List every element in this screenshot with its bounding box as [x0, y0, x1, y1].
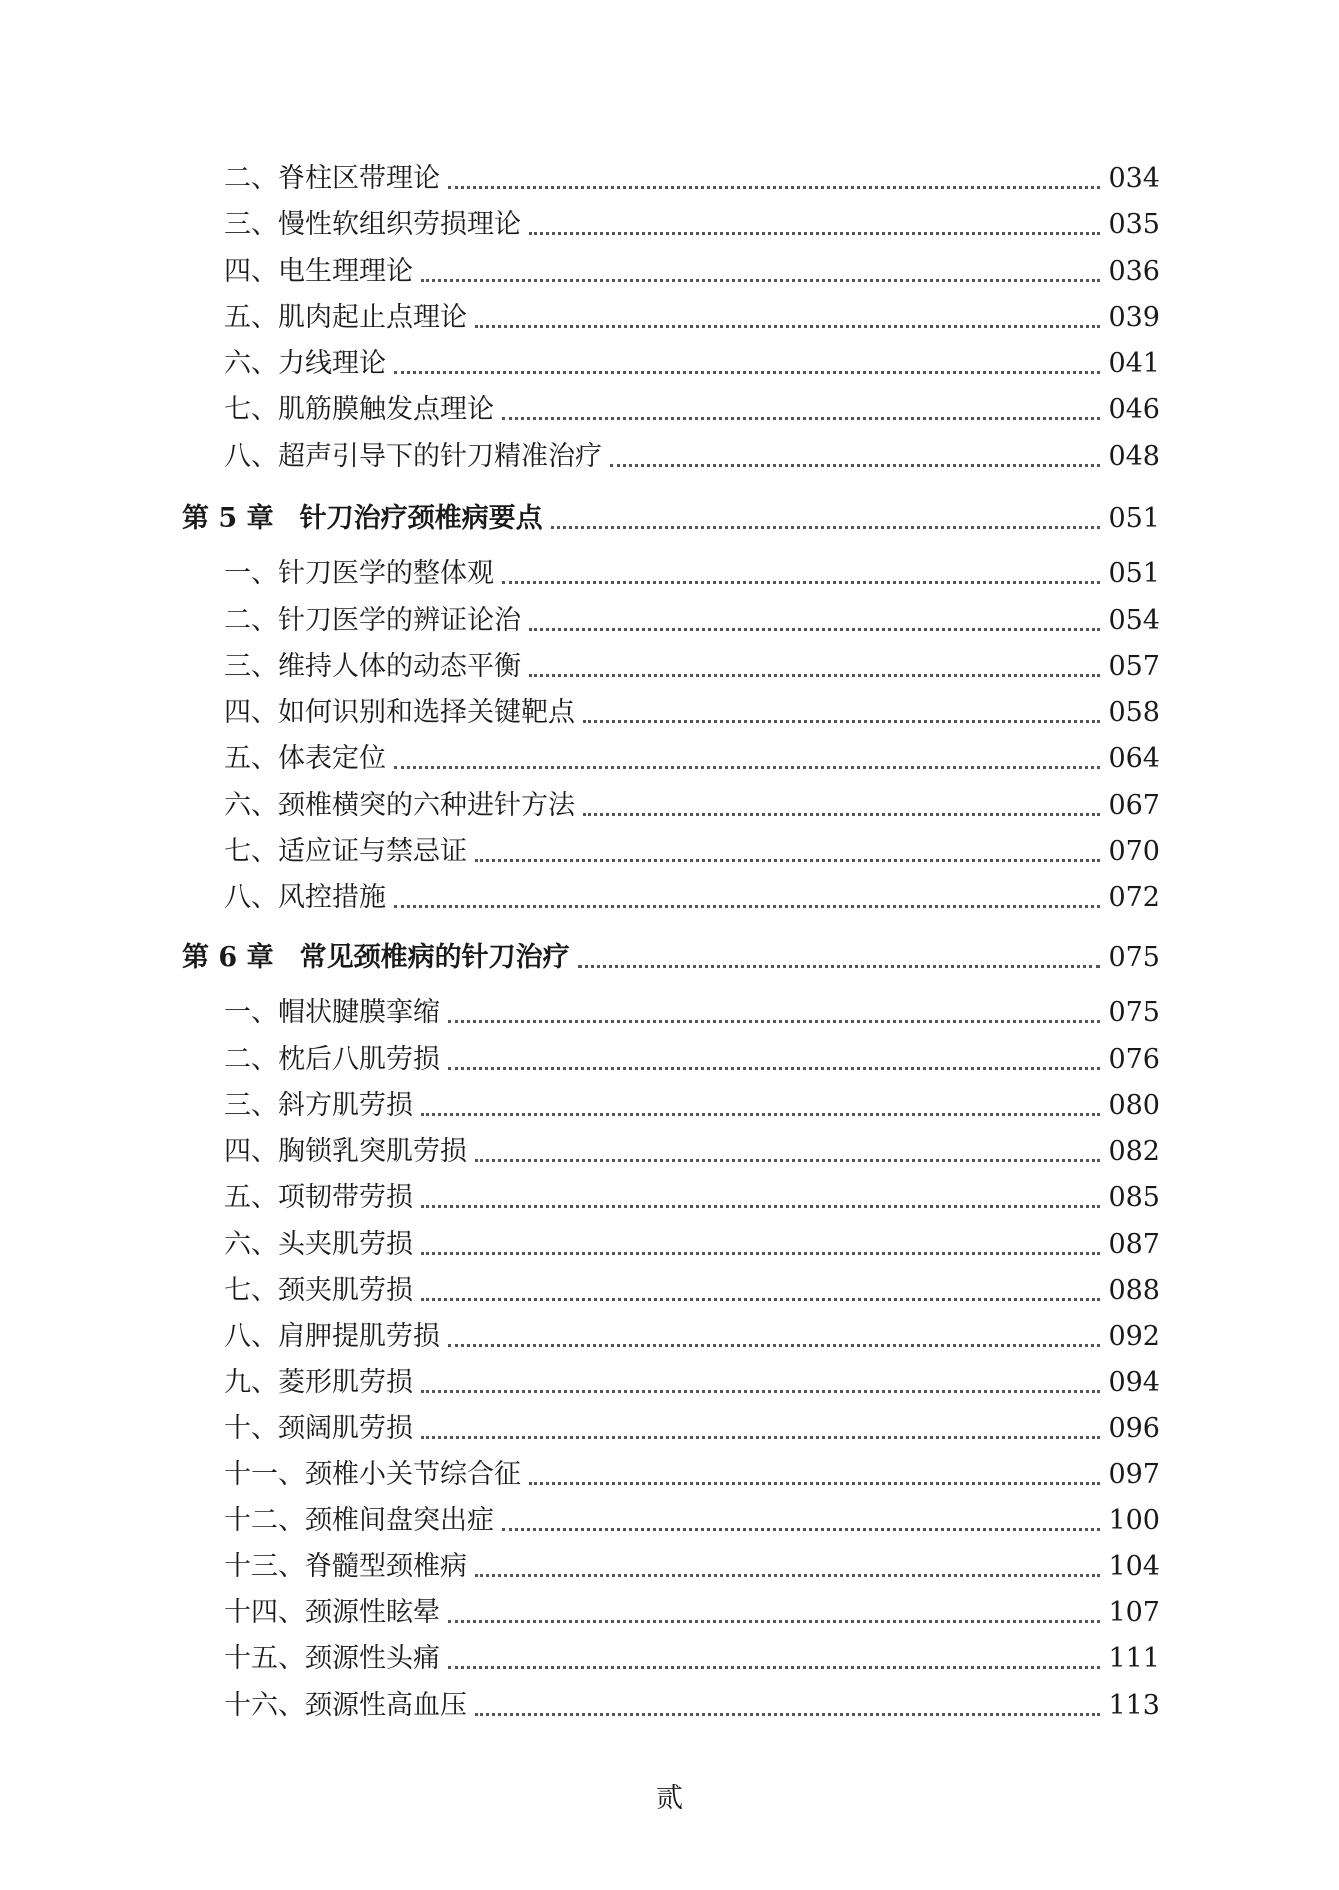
- toc-entry-title: 六、颈椎横突的六种进针方法: [224, 790, 575, 821]
- dot-leader: [448, 1620, 1100, 1623]
- dot-leader: [448, 186, 1100, 189]
- toc-page-number: 096: [1108, 1413, 1160, 1444]
- toc-entry-title: [182, 941, 570, 975]
- toc-entry-title: [182, 502, 543, 536]
- toc-page-number: 097: [1108, 1459, 1160, 1490]
- toc-page-number: 054: [1108, 605, 1160, 636]
- dot-leader: [421, 1436, 1100, 1439]
- toc-page-number: 067: [1108, 790, 1160, 821]
- toc-entry-title: 十一、颈椎小关节综合征: [224, 1459, 521, 1490]
- toc-entry-title: 十、颈阔肌劳损: [224, 1413, 413, 1444]
- toc-entry-title: 十二、颈椎间盘突出症: [224, 1505, 494, 1536]
- toc-entry-title: 十五、颈源性头痛: [224, 1643, 440, 1674]
- dot-leader: [448, 1020, 1100, 1023]
- toc-section-entry[interactable]: [224, 162, 1160, 196]
- dot-leader: [610, 464, 1100, 467]
- dot-leader: [475, 859, 1100, 862]
- toc-page-number: 057: [1108, 651, 1160, 682]
- toc-entry-title: 七、适应证与禁忌证: [224, 836, 467, 867]
- toc-section-entry[interactable]: [224, 1274, 1160, 1308]
- toc-page-number: 051: [1108, 558, 1160, 589]
- toc-page-number: 111: [1108, 1643, 1160, 1674]
- toc-section-entry[interactable]: [224, 393, 1160, 427]
- toc-page-number: 046: [1108, 394, 1160, 425]
- dot-leader: [502, 1528, 1100, 1531]
- toc-section-entry[interactable]: [224, 1228, 1160, 1262]
- toc-entry-title: 四、电生理理论: [224, 256, 413, 287]
- toc-page-number: 087: [1108, 1229, 1160, 1260]
- toc-chapter-number: 第 5 章: [182, 503, 274, 534]
- toc-entry-title: 一、针刀医学的整体观: [224, 558, 494, 589]
- dot-leader: [529, 232, 1100, 235]
- toc-entry-title: 四、胸锁乳突肌劳损: [224, 1136, 467, 1167]
- toc-page-number: 070: [1108, 836, 1160, 867]
- toc-page-number: 092: [1108, 1321, 1160, 1352]
- toc-entry-title: 九、菱形肌劳损: [224, 1367, 413, 1398]
- toc-section-entry[interactable]: [224, 1504, 1160, 1538]
- toc-entry-title: 六、力线理论: [224, 348, 386, 379]
- toc-page-number: 039: [1108, 302, 1160, 333]
- toc-entry-title: 七、颈夹肌劳损: [224, 1275, 413, 1306]
- dot-leader: [475, 1159, 1100, 1162]
- dot-leader: [448, 1067, 1100, 1070]
- toc-page-number: 072: [1108, 882, 1160, 913]
- toc-section-entry[interactable]: [224, 1366, 1160, 1400]
- toc-section-entry[interactable]: [224, 881, 1160, 915]
- toc-page-number: 075: [1108, 997, 1160, 1028]
- toc-page-number: 035: [1108, 209, 1160, 240]
- dot-leader: [394, 905, 1100, 908]
- dot-leader: [421, 1298, 1100, 1301]
- dot-leader: [529, 628, 1100, 631]
- toc-entry-title: 五、肌肉起止点理论: [224, 302, 467, 333]
- toc-chapter-entry[interactable]: [182, 941, 1160, 975]
- toc-section-entry[interactable]: [224, 301, 1160, 335]
- toc-entry-title: 三、维持人体的动态平衡: [224, 651, 521, 682]
- toc-page-number: 085: [1108, 1182, 1160, 1213]
- dot-leader: [448, 1666, 1100, 1669]
- toc-section-entry[interactable]: [224, 789, 1160, 823]
- toc-page-number: 082: [1108, 1136, 1160, 1167]
- toc-page-number: 080: [1108, 1090, 1160, 1121]
- toc-entry-title: 一、帽状腱膜挛缩: [224, 997, 440, 1028]
- toc-section-entry[interactable]: [224, 1320, 1160, 1354]
- dot-leader: [421, 1113, 1100, 1116]
- toc-section-entry[interactable]: [224, 208, 1160, 242]
- toc-page-number: 094: [1108, 1367, 1160, 1398]
- toc-section-entry[interactable]: [224, 996, 1160, 1030]
- toc-chapter-title: 针刀治疗颈椎病要点: [299, 503, 543, 534]
- dot-leader: [394, 371, 1100, 374]
- dot-leader: [421, 279, 1100, 282]
- toc-chapter-number: 第 6 章: [182, 942, 274, 973]
- toc-page-number: 064: [1108, 743, 1160, 774]
- toc-entry-title: 三、慢性软组织劳损理论: [224, 209, 521, 240]
- dot-leader: [475, 325, 1100, 328]
- toc-section-entry[interactable]: [224, 1689, 1160, 1723]
- toc-entry-title: 三、斜方肌劳损: [224, 1090, 413, 1121]
- dot-leader: [421, 1390, 1100, 1393]
- dot-leader: [502, 581, 1100, 584]
- toc-entry-title: 四、如何识别和选择关键靶点: [224, 697, 575, 728]
- toc-page-number: 107: [1108, 1597, 1160, 1628]
- toc-page-number: 051: [1108, 503, 1160, 534]
- toc-entry-title: 二、脊柱区带理论: [224, 163, 440, 194]
- toc-section-entry[interactable]: [224, 696, 1160, 730]
- toc-entry-title: 十四、颈源性眩晕: [224, 1597, 440, 1628]
- toc-section-entry[interactable]: [224, 1089, 1160, 1123]
- toc-section-entry[interactable]: [224, 1550, 1160, 1584]
- dot-leader: [529, 674, 1100, 677]
- toc-page-number: 075: [1108, 942, 1160, 973]
- toc-section-entry[interactable]: [224, 604, 1160, 638]
- toc-page-number: 113: [1108, 1690, 1160, 1721]
- dot-leader: [551, 526, 1101, 529]
- toc-entry-title: 七、肌筋膜触发点理论: [224, 394, 494, 425]
- toc-section-entry[interactable]: [224, 1458, 1160, 1492]
- toc-section-entry[interactable]: [224, 1181, 1160, 1215]
- toc-entry-title: 八、肩胛提肌劳损: [224, 1321, 440, 1352]
- toc-entry-title: 八、超声引导下的针刀精准治疗: [224, 441, 602, 472]
- toc-section-entry[interactable]: [224, 557, 1160, 591]
- toc-section-entry[interactable]: [224, 1642, 1160, 1676]
- toc-section-entry[interactable]: [224, 650, 1160, 684]
- toc-section-entry[interactable]: [224, 1596, 1160, 1630]
- dot-leader: [583, 720, 1100, 723]
- toc-entry-title: 十三、脊髓型颈椎病: [224, 1551, 467, 1582]
- dot-leader: [475, 1713, 1100, 1716]
- toc-chapter-title: 常见颈椎病的针刀治疗: [299, 942, 570, 973]
- toc-page-number: 104: [1108, 1551, 1160, 1582]
- toc-page-number: 088: [1108, 1275, 1160, 1306]
- toc-page-number: 041: [1108, 348, 1160, 379]
- toc-section-entry[interactable]: [224, 1043, 1160, 1077]
- toc-section-entry[interactable]: [224, 347, 1160, 381]
- toc-section-entry[interactable]: [224, 835, 1160, 869]
- dot-leader: [448, 1344, 1100, 1347]
- toc-entry-title: 二、枕后八肌劳损: [224, 1044, 440, 1075]
- toc-page-number: 100: [1108, 1505, 1160, 1536]
- toc-section-entry[interactable]: [224, 255, 1160, 289]
- toc-page-number: 036: [1108, 256, 1160, 287]
- toc-entry-title: 六、头夹肌劳损: [224, 1229, 413, 1260]
- dot-leader: [583, 813, 1100, 816]
- toc-section-entry[interactable]: [224, 440, 1160, 474]
- page-footer-number: 贰: [656, 1783, 683, 1814]
- toc-entry-title: 五、项韧带劳损: [224, 1182, 413, 1213]
- toc-chapter-entry[interactable]: [182, 502, 1160, 536]
- toc-entry-title: 二、针刀医学的辨证论治: [224, 605, 521, 636]
- dot-leader: [421, 1252, 1100, 1255]
- toc-entry-title: 十六、颈源性高血压: [224, 1690, 467, 1721]
- toc-page-number: 048: [1108, 441, 1160, 472]
- dot-leader: [421, 1205, 1100, 1208]
- dot-leader: [475, 1574, 1100, 1577]
- dot-leader: [502, 417, 1100, 420]
- toc-page-number: 058: [1108, 697, 1160, 728]
- toc-section-entry[interactable]: [224, 1135, 1160, 1169]
- dot-leader: [394, 766, 1100, 769]
- dot-leader: [578, 965, 1101, 968]
- toc-page-number: 076: [1108, 1044, 1160, 1075]
- toc-section-entry[interactable]: [224, 1412, 1160, 1446]
- toc-section-entry[interactable]: [224, 742, 1160, 776]
- toc-entry-title: 八、风控措施: [224, 882, 386, 913]
- toc-page-number: 034: [1108, 163, 1160, 194]
- dot-leader: [529, 1482, 1100, 1485]
- toc-entry-title: 五、体表定位: [224, 743, 386, 774]
